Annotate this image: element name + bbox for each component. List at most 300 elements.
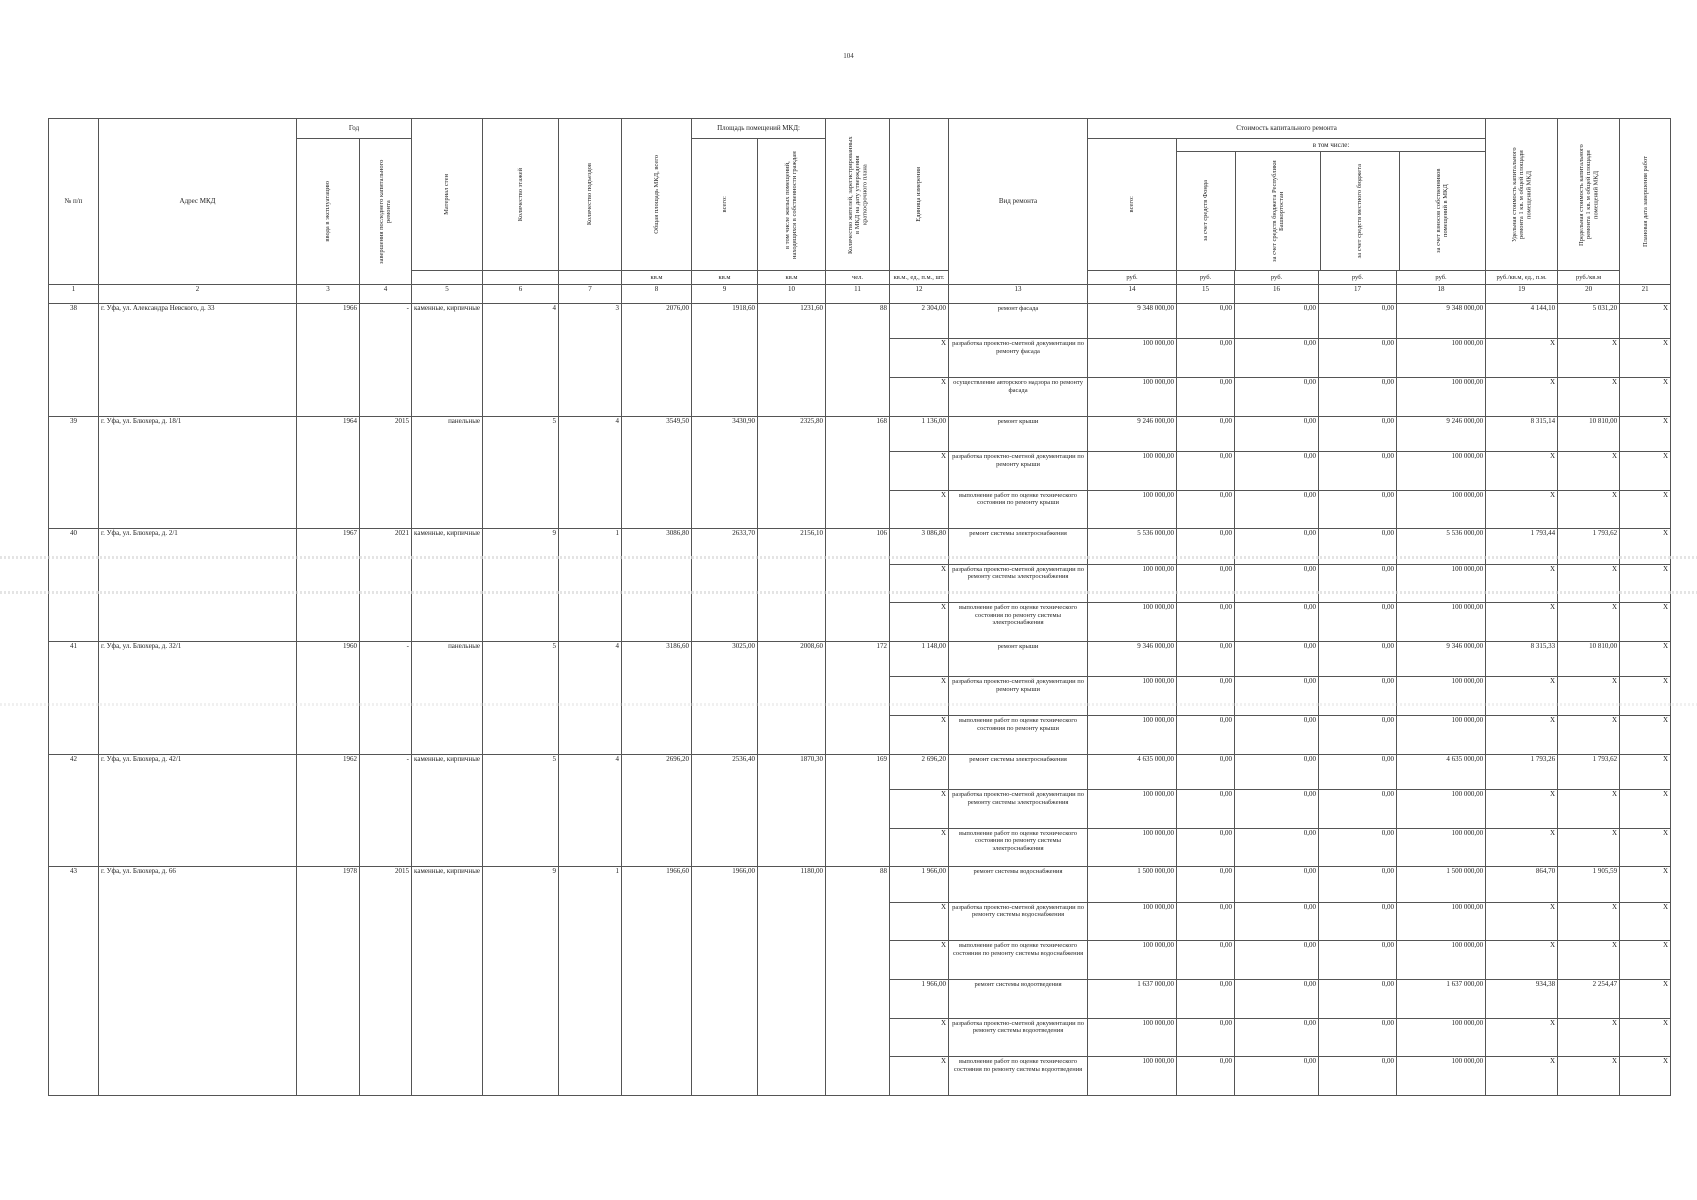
cost-owners: 4 635 000,00 xyxy=(1397,754,1486,789)
cost-republic: 0,00 xyxy=(1235,304,1319,339)
scan-streak xyxy=(0,703,1697,706)
year-commission: 1978 xyxy=(297,867,360,1096)
cost-owners: 100 000,00 xyxy=(1397,490,1486,529)
planned-date: X xyxy=(1620,452,1671,491)
column-number: 7 xyxy=(559,285,622,304)
area-incl: 2008,60 xyxy=(758,641,826,754)
cost-owners: 9 346 000,00 xyxy=(1397,641,1486,676)
total-area: 3186,60 xyxy=(622,641,692,754)
cost-local: 0,00 xyxy=(1319,941,1397,980)
planned-date: X xyxy=(1620,1018,1671,1057)
residents-count: 168 xyxy=(826,416,890,529)
year-last-repair: 2015 xyxy=(360,416,412,529)
unit-col-19: руб./кв.м, ед., п.м. xyxy=(1486,271,1558,285)
cost-local: 0,00 xyxy=(1319,529,1397,564)
header-cost-group: Стоимость капитального ремонта xyxy=(1088,119,1486,139)
work-type: выполнение работ по оценке технического состояния по ремонту системы водоснабжения xyxy=(949,941,1088,980)
unit-cost: X xyxy=(1486,1018,1558,1057)
unit-col-17: руб. xyxy=(1319,271,1397,285)
cost-owners: 9 348 000,00 xyxy=(1397,304,1486,339)
column-number: 3 xyxy=(297,285,360,304)
planned-date: X xyxy=(1620,828,1671,867)
table-row-building xyxy=(49,754,1671,789)
total-area: 3086,80 xyxy=(622,529,692,642)
cost-fund: 0,00 xyxy=(1177,564,1235,603)
cost-local: 0,00 xyxy=(1319,603,1397,642)
cost-local: 0,00 xyxy=(1319,867,1397,902)
unit-cost: X xyxy=(1486,339,1558,378)
year-last-repair: - xyxy=(360,304,412,417)
column-number: 14 xyxy=(1088,285,1177,304)
max-cost: X xyxy=(1558,716,1620,755)
measure-value: X xyxy=(890,564,949,603)
column-number: 21 xyxy=(1620,285,1671,304)
cost-total: 9 348 000,00 xyxy=(1088,304,1177,339)
header-area-incl: в том числе жилых помещений, находящихся в собственности граждан xyxy=(758,139,826,271)
max-cost: 10 810,00 xyxy=(1558,416,1620,451)
cost-owners: 100 000,00 xyxy=(1397,339,1486,378)
measure-value: X xyxy=(890,452,949,491)
cost-fund: 0,00 xyxy=(1177,716,1235,755)
max-cost: X xyxy=(1558,941,1620,980)
cost-local: 0,00 xyxy=(1319,490,1397,529)
cost-local: 0,00 xyxy=(1319,304,1397,339)
year-commission: 1967 xyxy=(297,529,360,642)
measure-value: 2 304,00 xyxy=(890,304,949,339)
work-type: ремонт системы водоснабжения xyxy=(949,867,1088,902)
building-address: г. Уфа, ул. Блюхера, д. 32/1 xyxy=(99,641,297,754)
work-type: осуществление авторского надзора по ремонту фасада xyxy=(949,378,1088,417)
planned-date: X xyxy=(1620,716,1671,755)
cost-republic: 0,00 xyxy=(1235,716,1319,755)
cost-total: 100 000,00 xyxy=(1088,828,1177,867)
unit-col-20: руб./кв.м xyxy=(1558,271,1620,285)
cost-fund: 0,00 xyxy=(1177,452,1235,491)
measure-value: 3 086,80 xyxy=(890,529,949,564)
cost-republic: 0,00 xyxy=(1235,1057,1319,1096)
building-address: г. Уфа, ул. Блюхера, д. 18/1 xyxy=(99,416,297,529)
area-all: 3025,00 xyxy=(692,641,758,754)
max-cost: X xyxy=(1558,790,1620,829)
max-cost: 10 810,00 xyxy=(1558,641,1620,676)
floors-count: 9 xyxy=(483,529,559,642)
cost-total: 100 000,00 xyxy=(1088,1018,1177,1057)
unit-col-18: руб. xyxy=(1397,271,1486,285)
cost-owners: 100 000,00 xyxy=(1397,1018,1486,1057)
max-cost: X xyxy=(1558,1057,1620,1096)
area-all: 1966,00 xyxy=(692,867,758,1096)
planned-date: X xyxy=(1620,490,1671,529)
unit-col-16: руб. xyxy=(1235,271,1319,285)
entrances-count: 4 xyxy=(559,416,622,529)
measure-value: X xyxy=(890,677,949,716)
cost-total: 100 000,00 xyxy=(1088,339,1177,378)
cost-fund: 0,00 xyxy=(1177,416,1235,451)
cost-fund: 0,00 xyxy=(1177,490,1235,529)
cost-total: 100 000,00 xyxy=(1088,452,1177,491)
cost-fund: 0,00 xyxy=(1177,304,1235,339)
header-num: № п/п xyxy=(49,119,99,285)
cost-owners: 100 000,00 xyxy=(1397,716,1486,755)
floors-count: 5 xyxy=(483,416,559,529)
wall-material: панельные xyxy=(412,641,483,754)
unit-cost: 934,38 xyxy=(1486,979,1558,1018)
max-cost: X xyxy=(1558,339,1620,378)
cost-owners: 1 637 000,00 xyxy=(1397,979,1486,1018)
max-cost: X xyxy=(1558,378,1620,417)
measure-value: X xyxy=(890,716,949,755)
unit-cost: 864,70 xyxy=(1486,867,1558,902)
cost-fund: 0,00 xyxy=(1177,677,1235,716)
max-cost: X xyxy=(1558,1018,1620,1057)
work-type: выполнение работ по оценке технического состояния по ремонту системы водоотведения xyxy=(949,1057,1088,1096)
work-type: ремонт фасада xyxy=(949,304,1088,339)
year-last-repair: - xyxy=(360,641,412,754)
cost-fund: 0,00 xyxy=(1177,641,1235,676)
cost-fund: 0,00 xyxy=(1177,603,1235,642)
unit-cost: X xyxy=(1486,564,1558,603)
cost-republic: 0,00 xyxy=(1235,867,1319,902)
cost-republic: 0,00 xyxy=(1235,828,1319,867)
cost-local: 0,00 xyxy=(1319,452,1397,491)
work-type: ремонт системы водоотведения xyxy=(949,979,1088,1018)
column-number: 13 xyxy=(949,285,1088,304)
column-number: 9 xyxy=(692,285,758,304)
column-number: 12 xyxy=(890,285,949,304)
planned-date: X xyxy=(1620,529,1671,564)
table-row-building xyxy=(49,641,1671,676)
planned-date: X xyxy=(1620,790,1671,829)
residents-count: 106 xyxy=(826,529,890,642)
column-number: 8 xyxy=(622,285,692,304)
area-incl: 2325,80 xyxy=(758,416,826,529)
entrances-count: 4 xyxy=(559,641,622,754)
cost-total: 5 536 000,00 xyxy=(1088,529,1177,564)
building-num: 43 xyxy=(49,867,99,1096)
cost-local: 0,00 xyxy=(1319,564,1397,603)
column-number: 19 xyxy=(1486,285,1558,304)
cost-local: 0,00 xyxy=(1319,716,1397,755)
work-type: разработка проектно-сметной документации по ремонту системы водоснабжения xyxy=(949,902,1088,941)
work-type: выполнение работ по оценке технического состояния по ремонту крыши xyxy=(949,716,1088,755)
header-unit-cost: Удельная стоимость капитального ремонта 1 кв. м общей площади помещений МКД xyxy=(1486,119,1558,271)
unit-col-8: кв.м xyxy=(622,271,692,285)
unit-col-15: руб. xyxy=(1177,271,1235,285)
cost-republic: 0,00 xyxy=(1235,902,1319,941)
wall-material: каменные, кирпичные xyxy=(412,867,483,1096)
floors-count: 4 xyxy=(483,304,559,417)
cost-local: 0,00 xyxy=(1319,677,1397,716)
cost-fund: 0,00 xyxy=(1177,754,1235,789)
table-row-building xyxy=(49,304,1671,339)
table-header xyxy=(49,119,1671,304)
column-number: 17 xyxy=(1319,285,1397,304)
max-cost: X xyxy=(1558,452,1620,491)
cost-total: 9 346 000,00 xyxy=(1088,641,1177,676)
unit-col-14: руб. xyxy=(1088,271,1177,285)
year-commission: 1966 xyxy=(297,304,360,417)
cost-total: 100 000,00 xyxy=(1088,603,1177,642)
cost-fund: 0,00 xyxy=(1177,339,1235,378)
header-area-all: всего: xyxy=(692,139,758,271)
cost-total: 100 000,00 xyxy=(1088,1057,1177,1096)
cost-total: 100 000,00 xyxy=(1088,790,1177,829)
cost-total: 100 000,00 xyxy=(1088,564,1177,603)
work-type: ремонт системы электроснабжения xyxy=(949,754,1088,789)
column-number: 6 xyxy=(483,285,559,304)
unit-cost: X xyxy=(1486,1057,1558,1096)
planned-date: X xyxy=(1620,677,1671,716)
header-cost-incl-block xyxy=(1177,139,1486,271)
work-type: ремонт крыши xyxy=(949,416,1088,451)
cost-republic: 0,00 xyxy=(1235,416,1319,451)
column-number: 10 xyxy=(758,285,826,304)
unit-cost: 1 793,26 xyxy=(1486,754,1558,789)
column-number: 18 xyxy=(1397,285,1486,304)
header-entrances: Количество подъездов xyxy=(559,119,622,271)
cost-republic: 0,00 xyxy=(1235,677,1319,716)
cost-republic: 0,00 xyxy=(1235,564,1319,603)
measure-value: X xyxy=(890,339,949,378)
work-type: выполнение работ по оценке технического состояния по ремонту системы электроснабжения xyxy=(949,828,1088,867)
wall-material: каменные, кирпичные xyxy=(412,754,483,867)
max-cost: X xyxy=(1558,490,1620,529)
cost-republic: 0,00 xyxy=(1235,941,1319,980)
scan-streak xyxy=(0,556,1697,559)
cost-fund: 0,00 xyxy=(1177,902,1235,941)
page-number: 104 xyxy=(843,52,854,60)
cost-total: 100 000,00 xyxy=(1088,677,1177,716)
wall-material: панельные xyxy=(412,416,483,529)
cost-fund: 0,00 xyxy=(1177,1018,1235,1057)
column-number: 4 xyxy=(360,285,412,304)
work-type: разработка проектно-сметной документации по ремонту системы электроснабжения xyxy=(949,790,1088,829)
planned-date: X xyxy=(1620,1057,1671,1096)
cost-owners: 1 500 000,00 xyxy=(1397,867,1486,902)
building-address: г. Уфа, ул. Блюхера, д. 2/1 xyxy=(99,529,297,642)
cost-total: 100 000,00 xyxy=(1088,378,1177,417)
planned-date: X xyxy=(1620,641,1671,676)
max-cost: 1 905,59 xyxy=(1558,867,1620,902)
cost-fund: 0,00 xyxy=(1177,867,1235,902)
area-all: 1918,60 xyxy=(692,304,758,417)
total-area: 2696,20 xyxy=(622,754,692,867)
cost-total: 100 000,00 xyxy=(1088,941,1177,980)
table-row-building xyxy=(49,867,1671,902)
cost-fund: 0,00 xyxy=(1177,529,1235,564)
measure-value: 1 148,00 xyxy=(890,641,949,676)
cost-fund: 0,00 xyxy=(1177,941,1235,980)
unit-cost: X xyxy=(1486,902,1558,941)
work-type: разработка проектно-сметной документации по ремонту крыши xyxy=(949,452,1088,491)
cost-local: 0,00 xyxy=(1319,339,1397,378)
cost-republic: 0,00 xyxy=(1235,641,1319,676)
cost-republic: 0,00 xyxy=(1235,754,1319,789)
planned-date: X xyxy=(1620,304,1671,339)
cost-fund: 0,00 xyxy=(1177,979,1235,1018)
area-all: 3430,90 xyxy=(692,416,758,529)
header-area-group: Площадь помещений МКД: xyxy=(692,119,826,139)
planned-date: X xyxy=(1620,941,1671,980)
measure-value: 1 966,00 xyxy=(890,979,949,1018)
measure-value: X xyxy=(890,1018,949,1057)
unit-cost: 8 315,14 xyxy=(1486,416,1558,451)
work-type: разработка проектно-сметной документации по ремонту системы водоотведения xyxy=(949,1018,1088,1057)
work-type: выполнение работ по оценке технического состояния по ремонту крыши xyxy=(949,490,1088,529)
year-last-repair: 2015 xyxy=(360,867,412,1096)
cost-fund: 0,00 xyxy=(1177,790,1235,829)
cost-local: 0,00 xyxy=(1319,902,1397,941)
column-number: 5 xyxy=(412,285,483,304)
cost-owners: 100 000,00 xyxy=(1397,452,1486,491)
max-cost: X xyxy=(1558,603,1620,642)
work-type: выполнение работ по оценке технического состояния по ремонту системы электроснабжения xyxy=(949,603,1088,642)
building-num: 38 xyxy=(49,304,99,417)
planned-date: X xyxy=(1620,867,1671,902)
column-number: 1 xyxy=(49,285,99,304)
building-address: г. Уфа, ул. Александра Невского, д. 33 xyxy=(99,304,297,417)
unit-cost: 4 144,10 xyxy=(1486,304,1558,339)
unit-col-11: чел. xyxy=(826,271,890,285)
unit-cost: 1 793,44 xyxy=(1486,529,1558,564)
header-cost-local: за счет средств местного бюджета xyxy=(1321,152,1400,270)
planned-date: X xyxy=(1620,902,1671,941)
area-incl: 2156,10 xyxy=(758,529,826,642)
area-incl: 1870,30 xyxy=(758,754,826,867)
cost-owners: 100 000,00 xyxy=(1397,828,1486,867)
cost-owners: 5 536 000,00 xyxy=(1397,529,1486,564)
wall-material: каменные, кирпичные xyxy=(412,529,483,642)
cost-local: 0,00 xyxy=(1319,641,1397,676)
measure-value: 1 966,00 xyxy=(890,867,949,902)
wall-material: каменные, кирпичные xyxy=(412,304,483,417)
header-cost-all: всего: xyxy=(1088,139,1177,271)
total-area: 1966,60 xyxy=(622,867,692,1096)
measure-value: 2 696,20 xyxy=(890,754,949,789)
unit-col-12: кв.м., ед., п.м., шт. xyxy=(890,271,949,285)
header-cost-fund: за счет средств Фонда xyxy=(1177,152,1236,270)
column-number: 15 xyxy=(1177,285,1235,304)
cost-fund: 0,00 xyxy=(1177,1057,1235,1096)
header-wall-material-unit xyxy=(412,271,483,285)
cost-total: 9 246 000,00 xyxy=(1088,416,1177,451)
cost-owners: 100 000,00 xyxy=(1397,677,1486,716)
cost-republic: 0,00 xyxy=(1235,1018,1319,1057)
year-commission: 1964 xyxy=(297,416,360,529)
column-numbers-row xyxy=(49,285,1671,304)
measure-value: X xyxy=(890,790,949,829)
cost-fund: 0,00 xyxy=(1177,828,1235,867)
work-type: разработка проектно-сметной документации по ремонту системы электроснабжения xyxy=(949,564,1088,603)
unit-col-9: кв.м xyxy=(692,271,758,285)
floors-count: 5 xyxy=(483,641,559,754)
measure-value: X xyxy=(890,1057,949,1096)
cost-local: 0,00 xyxy=(1319,790,1397,829)
cost-local: 0,00 xyxy=(1319,1057,1397,1096)
residents-count: 88 xyxy=(826,867,890,1096)
unit-cost: X xyxy=(1486,828,1558,867)
unit-cost: X xyxy=(1486,941,1558,980)
cost-owners: 100 000,00 xyxy=(1397,1057,1486,1096)
cost-republic: 0,00 xyxy=(1235,452,1319,491)
cost-republic: 0,00 xyxy=(1235,339,1319,378)
cost-owners: 100 000,00 xyxy=(1397,378,1486,417)
work-type: ремонт крыши xyxy=(949,641,1088,676)
column-number: 16 xyxy=(1235,285,1319,304)
cost-owners: 100 000,00 xyxy=(1397,941,1486,980)
header-cost-incl: в том числе: xyxy=(1177,139,1485,152)
entrances-count: 1 xyxy=(559,529,622,642)
header-cost-republic: за счет средств бюджета Республики Башкортостан xyxy=(1236,152,1321,270)
column-number: 11 xyxy=(826,285,890,304)
year-last-repair: - xyxy=(360,754,412,867)
measure-value: X xyxy=(890,603,949,642)
building-num: 41 xyxy=(49,641,99,754)
header-measure-unit: Единица измерения xyxy=(890,119,949,271)
unit-cost: X xyxy=(1486,378,1558,417)
residents-count: 172 xyxy=(826,641,890,754)
cost-owners: 100 000,00 xyxy=(1397,603,1486,642)
header-year-commission: ввода в эксплуатацию xyxy=(297,139,360,285)
cost-total: 100 000,00 xyxy=(1088,902,1177,941)
unit-cost: X xyxy=(1486,490,1558,529)
cost-total: 100 000,00 xyxy=(1088,716,1177,755)
measure-value: 1 136,00 xyxy=(890,416,949,451)
header-floors: Количество этажей xyxy=(483,119,559,271)
header-floors-unit xyxy=(483,271,559,285)
header-address: Адрес МКД xyxy=(99,119,297,285)
header-residents: Количество жителей, зарегистрированных в МКД на дату утверждения краткосрочного плана xyxy=(826,119,890,271)
floors-count: 9 xyxy=(483,867,559,1096)
max-cost: 1 793,62 xyxy=(1558,754,1620,789)
cost-total: 4 635 000,00 xyxy=(1088,754,1177,789)
planned-date: X xyxy=(1620,339,1671,378)
building-address: г. Уфа, ул. Блюхера, д. 42/1 xyxy=(99,754,297,867)
unit-cost: X xyxy=(1486,716,1558,755)
measure-value: X xyxy=(890,378,949,417)
max-cost: 2 254,47 xyxy=(1558,979,1620,1018)
cost-local: 0,00 xyxy=(1319,754,1397,789)
cost-owners: 100 000,00 xyxy=(1397,902,1486,941)
planned-date: X xyxy=(1620,416,1671,451)
planned-date: X xyxy=(1620,979,1671,1018)
column-number: 2 xyxy=(99,285,297,304)
cost-local: 0,00 xyxy=(1319,979,1397,1018)
column-number: 20 xyxy=(1558,285,1620,304)
max-cost: X xyxy=(1558,902,1620,941)
cost-owners: 100 000,00 xyxy=(1397,790,1486,829)
measure-value: X xyxy=(890,902,949,941)
work-type: разработка проектно-сметной документации по ремонту крыши xyxy=(949,677,1088,716)
cost-total: 1 500 000,00 xyxy=(1088,867,1177,902)
measure-value: X xyxy=(890,490,949,529)
header-planned-date: Плановая дата завершения работ xyxy=(1620,119,1671,285)
cost-republic: 0,00 xyxy=(1235,490,1319,529)
planned-date: X xyxy=(1620,754,1671,789)
measure-value: X xyxy=(890,941,949,980)
cost-local: 0,00 xyxy=(1319,1018,1397,1057)
area-all: 2536,40 xyxy=(692,754,758,867)
cost-republic: 0,00 xyxy=(1235,529,1319,564)
max-cost: 5 031,20 xyxy=(1558,304,1620,339)
cost-owners: 100 000,00 xyxy=(1397,564,1486,603)
header-cost-owners: за счет взносов собственников помещений в МКД xyxy=(1435,168,1450,254)
residents-count: 88 xyxy=(826,304,890,417)
building-num: 40 xyxy=(49,529,99,642)
entrances-count: 1 xyxy=(559,867,622,1096)
header-max-cost: Предельная стоимость капитального ремонта 1 кв. м общей площади помещений МКД xyxy=(1558,119,1620,271)
entrances-count: 3 xyxy=(559,304,622,417)
